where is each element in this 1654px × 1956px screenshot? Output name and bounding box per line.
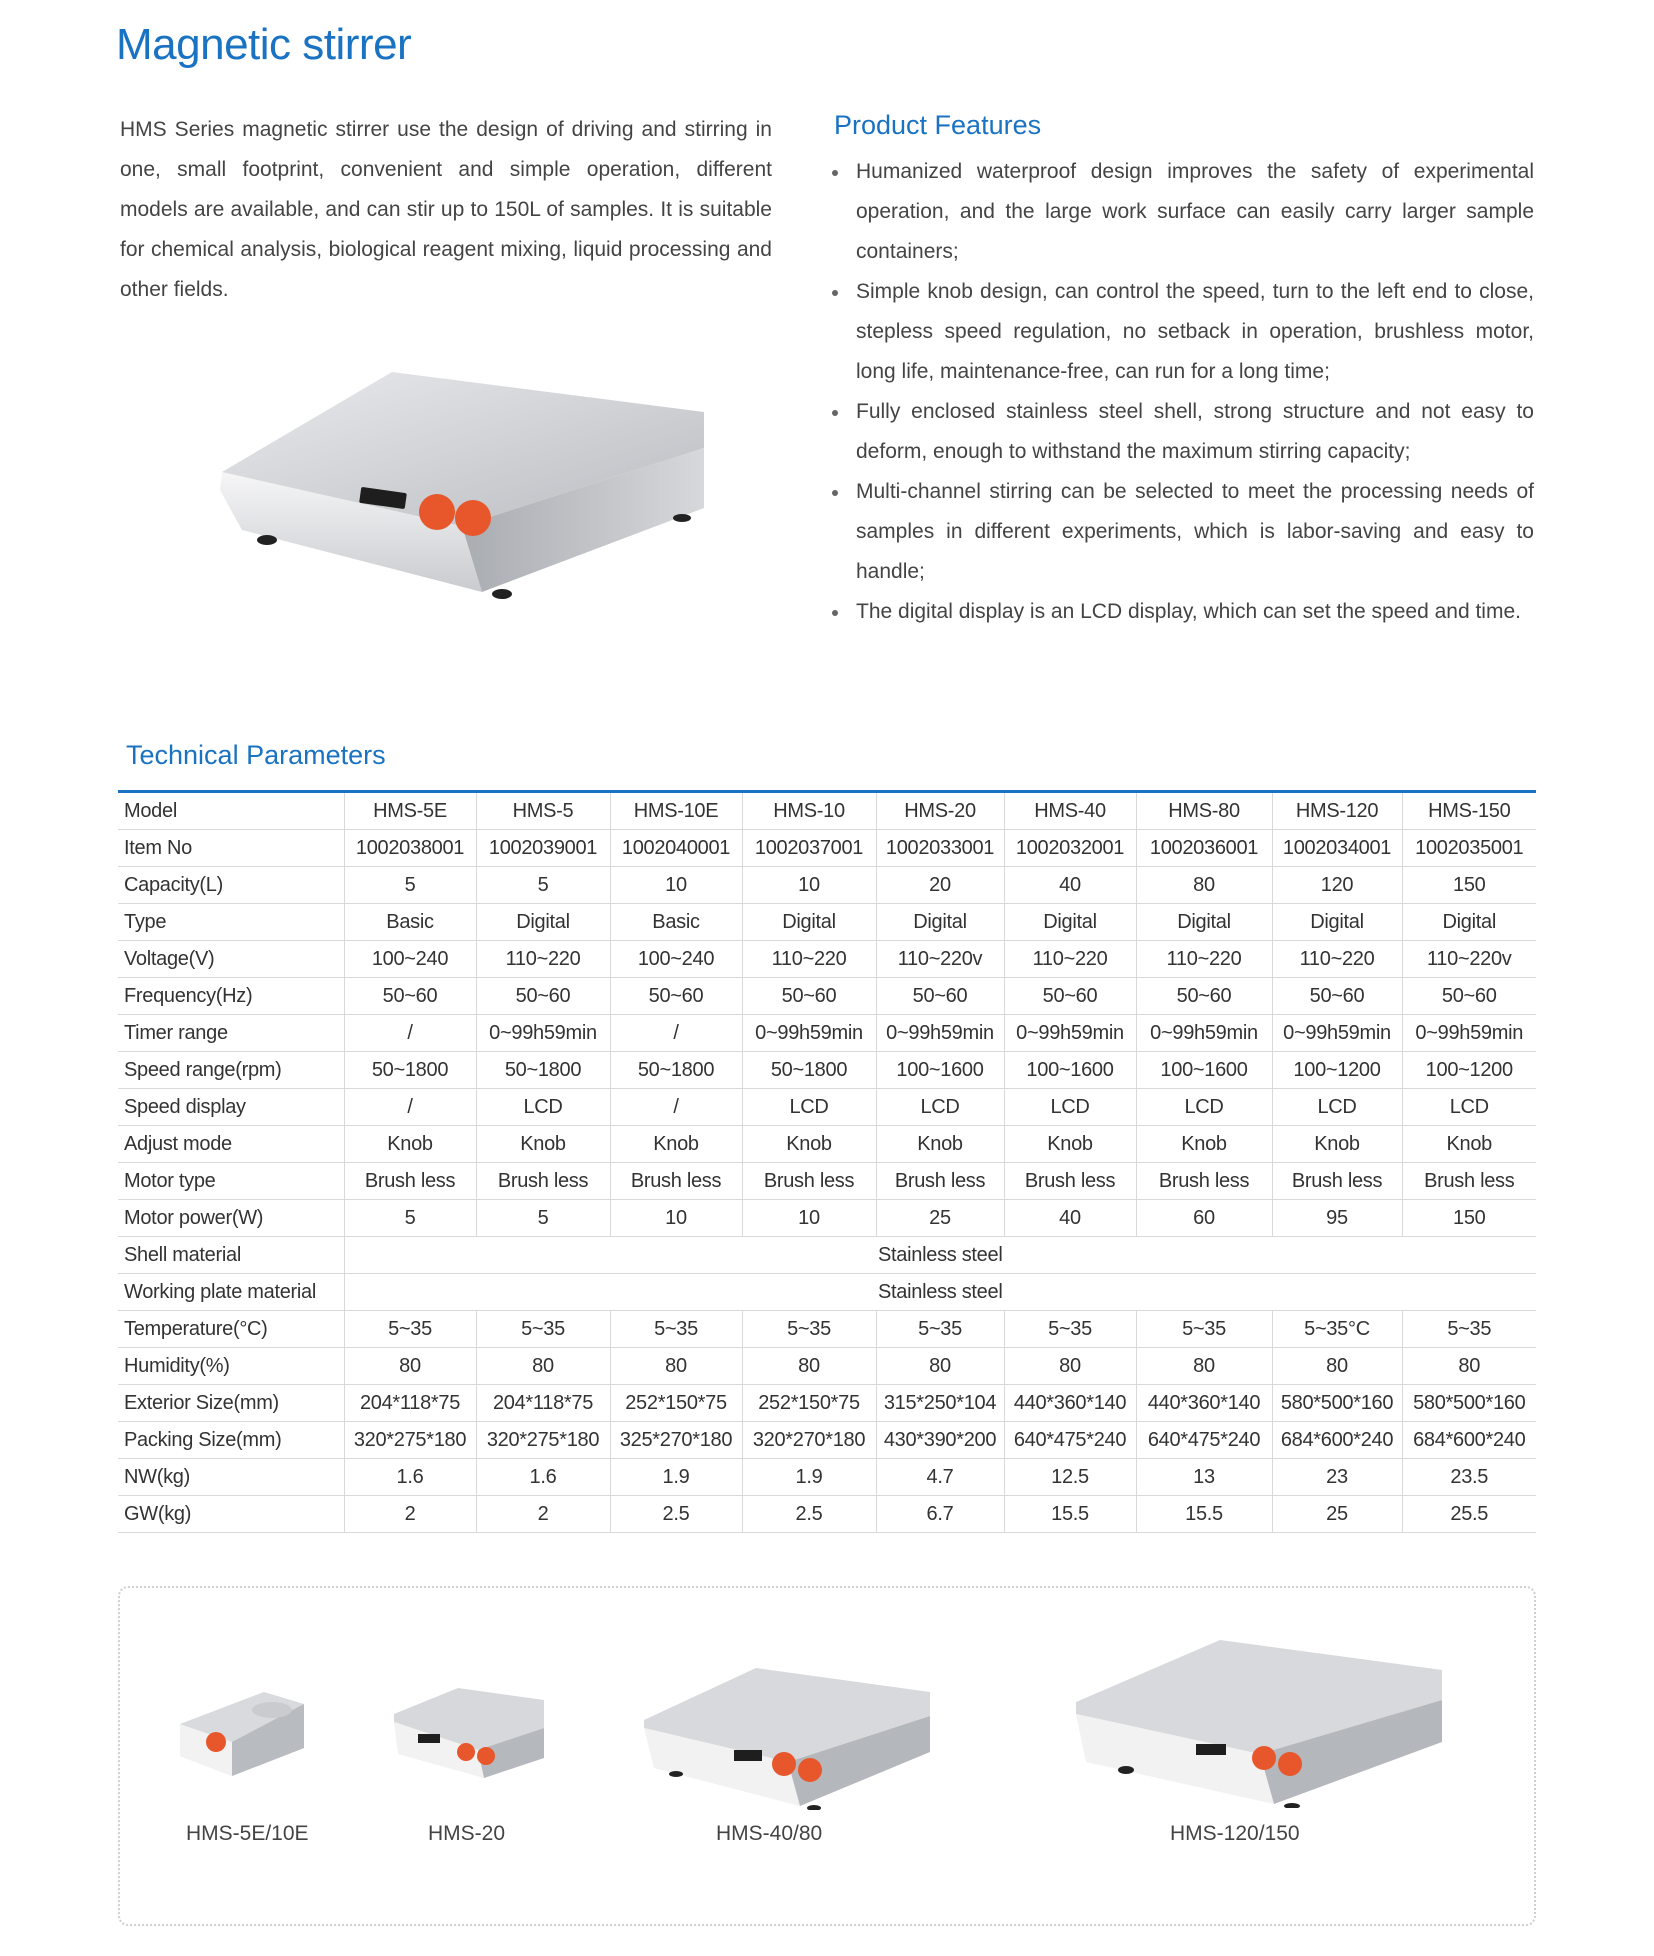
table-cell: 110~220 [1272, 941, 1402, 978]
table-row [118, 1348, 1536, 1385]
caption-hms-20: HMS-20 [428, 1822, 506, 1845]
table-cell: 684*600*240 [1272, 1422, 1402, 1459]
table-cell: 684*600*240 [1402, 1422, 1536, 1459]
table-cell: 50~60 [1004, 978, 1136, 1015]
table-row [118, 1311, 1536, 1348]
table-cell: 100~1600 [876, 1052, 1004, 1089]
table-cell: 50~60 [742, 978, 876, 1015]
row-label: Item No [118, 830, 344, 867]
table-cell: 150 [1402, 867, 1536, 904]
caption-hms-5e-10e: HMS-5E/10E [186, 1822, 309, 1845]
table-cell: 10 [610, 1200, 742, 1237]
table-cell: LCD [476, 1089, 610, 1126]
table-cell: HMS-80 [1136, 792, 1272, 830]
product-image-hms-20 [388, 1678, 548, 1782]
table-cell: 0~99h59min [1136, 1015, 1272, 1052]
table-cell: LCD [1272, 1089, 1402, 1126]
table-cell: 580*500*160 [1272, 1385, 1402, 1422]
table-cell: 50~1800 [610, 1052, 742, 1089]
row-label: Working plate material [118, 1274, 344, 1311]
table-cell: 5~35°C [1272, 1311, 1402, 1348]
row-label: NW(kg) [118, 1459, 344, 1496]
table-cell: HMS-150 [1402, 792, 1536, 830]
table-cell: Digital [1004, 904, 1136, 941]
table-cell: HMS-10E [610, 792, 742, 830]
table-cell: HMS-20 [876, 792, 1004, 830]
table-cell: Brush less [1272, 1163, 1402, 1200]
table-cell: 100~240 [610, 941, 742, 978]
product-image-hms-40-80 [638, 1660, 938, 1810]
table-cell: 110~220v [1402, 941, 1536, 978]
row-label: Exterior Size(mm) [118, 1385, 344, 1422]
table-cell: 150 [1402, 1200, 1536, 1237]
intro-paragraph: HMS Series magnetic stirrer use the design of driving and stirring in one, small footprint, convenient and simple operation, different models are available, and can stir up to 150L of samples. It is suitable for chemical analysis, biological reagent mixing, liquid processing and other fields. [120, 118, 772, 301]
table-cell: 2 [476, 1496, 610, 1533]
row-label: Voltage(V) [118, 941, 344, 978]
table-row [118, 1015, 1536, 1052]
table-cell: 80 [476, 1348, 610, 1385]
table-row [118, 792, 1536, 830]
table-row [118, 941, 1536, 978]
table-cell: HMS-5E [344, 792, 476, 830]
table-cell: 80 [742, 1348, 876, 1385]
product-image-hms-5e [172, 1676, 312, 1786]
table-cell: / [610, 1089, 742, 1126]
table-row [118, 1237, 1536, 1274]
table-cell: LCD [1402, 1089, 1536, 1126]
table-cell: 100~1600 [1004, 1052, 1136, 1089]
row-label: Speed range(rpm) [118, 1052, 344, 1089]
row-label: GW(kg) [118, 1496, 344, 1533]
table-cell: 1002032001 [1004, 830, 1136, 867]
product-image-hms-120-150 [1070, 1632, 1450, 1808]
table-cell: Digital [1402, 904, 1536, 941]
table-cell: Basic [344, 904, 476, 941]
table-cell: Digital [742, 904, 876, 941]
table-cell: Brush less [1402, 1163, 1536, 1200]
table-cell: 320*275*180 [476, 1422, 610, 1459]
table-cell: 5~35 [344, 1311, 476, 1348]
table-cell: 120 [1272, 867, 1402, 904]
row-label: Adjust mode [118, 1126, 344, 1163]
table-cell: 50~60 [1136, 978, 1272, 1015]
table-cell: 5~35 [1402, 1311, 1536, 1348]
table-cell: HMS-40 [1004, 792, 1136, 830]
table-cell: 80 [344, 1348, 476, 1385]
table-cell: 320*270*180 [742, 1422, 876, 1459]
table-row [118, 1126, 1536, 1163]
table-cell: 440*360*140 [1136, 1385, 1272, 1422]
table-cell: 23.5 [1402, 1459, 1536, 1496]
table-cell: 1002039001 [476, 830, 610, 867]
table-cell: 315*250*104 [876, 1385, 1004, 1422]
table-cell: 50~60 [476, 978, 610, 1015]
table-cell: 13 [1136, 1459, 1272, 1496]
caption-hms-40-80: HMS-40/80 [716, 1822, 823, 1845]
table-cell: 50~1800 [476, 1052, 610, 1089]
table-cell: 110~220v [876, 941, 1004, 978]
table-cell: 100~1200 [1272, 1052, 1402, 1089]
product-gallery [118, 1586, 1536, 1926]
table-row [118, 978, 1536, 1015]
table-cell: 5 [344, 867, 476, 904]
table-cell: 1002036001 [1136, 830, 1272, 867]
table-row [118, 1385, 1536, 1422]
table-cell: 1002037001 [742, 830, 876, 867]
table-cell: 100~1600 [1136, 1052, 1272, 1089]
table-cell: 50~60 [344, 978, 476, 1015]
row-label: Motor power(W) [118, 1200, 344, 1237]
table-cell: Brush less [344, 1163, 476, 1200]
features-title: Product Features [834, 110, 1042, 140]
table-cell: 1002040001 [610, 830, 742, 867]
table-cell: Brush less [876, 1163, 1004, 1200]
feature-item: Multi-channel stirring can be selected to meet the processing needs of samples in different experiments, which is labor-saving and easy to handle; [828, 472, 1534, 592]
table-cell: 2 [344, 1496, 476, 1533]
table-cell: 50~1800 [742, 1052, 876, 1089]
table-row [118, 904, 1536, 941]
table-cell: 0~99h59min [1402, 1015, 1536, 1052]
table-cell: 0~99h59min [476, 1015, 610, 1052]
table-cell: 80 [1136, 867, 1272, 904]
table-row [118, 830, 1536, 867]
table-cell: Digital [1136, 904, 1272, 941]
table-cell: 15.5 [1004, 1496, 1136, 1533]
row-label: Packing Size(mm) [118, 1422, 344, 1459]
table-cell: Digital [1272, 904, 1402, 941]
table-cell: Knob [476, 1126, 610, 1163]
table-row [118, 1163, 1536, 1200]
table-cell: 5~35 [1136, 1311, 1272, 1348]
table-cell: LCD [1136, 1089, 1272, 1126]
table-cell: 1002033001 [876, 830, 1004, 867]
table-cell: Brush less [476, 1163, 610, 1200]
table-row [118, 1274, 1536, 1311]
table-cell: 252*150*75 [610, 1385, 742, 1422]
table-cell: 40 [1004, 867, 1136, 904]
table-cell: Knob [1402, 1126, 1536, 1163]
table-cell: 25 [876, 1200, 1004, 1237]
table-row [118, 867, 1536, 904]
table-cell: 40 [1004, 1200, 1136, 1237]
table-row [118, 1200, 1536, 1237]
table-cell: 110~220 [742, 941, 876, 978]
table-cell: HMS-10 [742, 792, 876, 830]
table-cell: 60 [1136, 1200, 1272, 1237]
table-cell: 25 [1272, 1496, 1402, 1533]
table-cell: 80 [1402, 1348, 1536, 1385]
table-cell: 430*390*200 [876, 1422, 1004, 1459]
table-row [118, 1496, 1536, 1533]
table-cell: Knob [1004, 1126, 1136, 1163]
table-cell: Knob [1136, 1126, 1272, 1163]
table-cell: Brush less [610, 1163, 742, 1200]
table-cell: 80 [610, 1348, 742, 1385]
row-label: Frequency(Hz) [118, 978, 344, 1015]
table-cell: / [610, 1015, 742, 1052]
table-cell: 15.5 [1136, 1496, 1272, 1533]
page-title: Magnetic stirrer [116, 20, 412, 69]
table-cell: 5~35 [476, 1311, 610, 1348]
features-list [828, 152, 1534, 632]
table-row [118, 1089, 1536, 1126]
feature-item: The digital display is an LCD display, which can set the speed and time. [828, 592, 1534, 632]
table-cell: 1002034001 [1272, 830, 1402, 867]
table-cell: 110~220 [1004, 941, 1136, 978]
table-row [118, 1459, 1536, 1496]
table-cell: 25.5 [1402, 1496, 1536, 1533]
row-label: Shell material [118, 1237, 344, 1274]
table-cell: 320*275*180 [344, 1422, 476, 1459]
table-cell: 10 [610, 867, 742, 904]
table-cell: 2.5 [742, 1496, 876, 1533]
table-cell: 50~1800 [344, 1052, 476, 1089]
table-cell: Knob [876, 1126, 1004, 1163]
table-cell: Knob [1272, 1126, 1402, 1163]
table-cell: 1.6 [344, 1459, 476, 1496]
table-cell: 1002035001 [1402, 830, 1536, 867]
table-cell: Brush less [1136, 1163, 1272, 1200]
table-cell: 95 [1272, 1200, 1402, 1237]
table-cell: Digital [876, 904, 1004, 941]
table-cell: 4.7 [876, 1459, 1004, 1496]
table-cell: 23 [1272, 1459, 1402, 1496]
feature-item: Humanized waterproof design improves the safety of experimental operation, and the large work surface can easily carry larger sample containers; [828, 152, 1534, 272]
table-cell: Brush less [742, 1163, 876, 1200]
table-cell: 5~35 [876, 1311, 1004, 1348]
table-cell: 50~60 [876, 978, 1004, 1015]
row-label: Temperature(°C) [118, 1311, 344, 1348]
table-cell: LCD [876, 1089, 1004, 1126]
row-label: Timer range [118, 1015, 344, 1052]
table-cell: 80 [1272, 1348, 1402, 1385]
table-cell: 20 [876, 867, 1004, 904]
table-cell: 5 [476, 867, 610, 904]
row-label: Speed display [118, 1089, 344, 1126]
table-cell: 5 [344, 1200, 476, 1237]
table-cell: 0~99h59min [1272, 1015, 1402, 1052]
table-cell: 204*118*75 [344, 1385, 476, 1422]
table-cell: 80 [1136, 1348, 1272, 1385]
table-cell: 580*500*160 [1402, 1385, 1536, 1422]
table-cell: 0~99h59min [742, 1015, 876, 1052]
table-cell: 325*270*180 [610, 1422, 742, 1459]
table-cell: 100~1200 [1402, 1052, 1536, 1089]
row-label: Motor type [118, 1163, 344, 1200]
table-cell: / [344, 1089, 476, 1126]
table-cell: 0~99h59min [876, 1015, 1004, 1052]
row-label: Model [118, 792, 344, 830]
table-cell: 2.5 [610, 1496, 742, 1533]
table-cell: 1002038001 [344, 830, 476, 867]
table-cell: 100~240 [344, 941, 476, 978]
table-cell: / [344, 1015, 476, 1052]
table-cell: 50~60 [1402, 978, 1536, 1015]
table-row [118, 1422, 1536, 1459]
table-cell: Knob [742, 1126, 876, 1163]
table-cell: 110~220 [1136, 941, 1272, 978]
table-cell: 1.9 [742, 1459, 876, 1496]
table-cell: 1.9 [610, 1459, 742, 1496]
params-title: Technical Parameters [126, 740, 386, 770]
caption-hms-120-150: HMS-120/150 [1170, 1822, 1300, 1845]
table-cell: 5~35 [742, 1311, 876, 1348]
table-cell: 50~60 [1272, 978, 1402, 1015]
table-cell: 110~220 [476, 941, 610, 978]
table-cell: Basic [610, 904, 742, 941]
table-cell: 12.5 [1004, 1459, 1136, 1496]
table-cell: 5 [476, 1200, 610, 1237]
table-cell: Digital [476, 904, 610, 941]
table-cell: LCD [742, 1089, 876, 1126]
table-cell: 640*475*240 [1136, 1422, 1272, 1459]
table-row [118, 1052, 1536, 1089]
table-cell: LCD [1004, 1089, 1136, 1126]
table-cell: 252*150*75 [742, 1385, 876, 1422]
table-cell: 5~35 [610, 1311, 742, 1348]
row-label: Humidity(%) [118, 1348, 344, 1385]
specs-table [118, 790, 1536, 1533]
table-cell: 6.7 [876, 1496, 1004, 1533]
table-cell: 80 [876, 1348, 1004, 1385]
table-cell: 0~99h59min [1004, 1015, 1136, 1052]
table-cell: 10 [742, 867, 876, 904]
table-cell: 10 [742, 1200, 876, 1237]
table-cell: HMS-120 [1272, 792, 1402, 830]
row-label: Capacity(L) [118, 867, 344, 904]
table-cell: Stainless steel [344, 1237, 1536, 1274]
feature-item: Simple knob design, can control the speed, turn to the left end to close, stepless speed regulation, no setback in operation, brushless motor, long life, maintenance-free, can run for a long time; [828, 272, 1534, 392]
table-cell: 204*118*75 [476, 1385, 610, 1422]
table-cell: 50~60 [610, 978, 742, 1015]
table-cell: Stainless steel [344, 1274, 1536, 1311]
table-cell: 5~35 [1004, 1311, 1136, 1348]
hero-product-image [212, 360, 712, 610]
table-cell: 1.6 [476, 1459, 610, 1496]
table-cell: Knob [610, 1126, 742, 1163]
feature-item: Fully enclosed stainless steel shell, strong structure and not easy to deform, enough to withstand the maximum stirring capacity; [828, 392, 1534, 472]
table-cell: Brush less [1004, 1163, 1136, 1200]
table-cell: 80 [1004, 1348, 1136, 1385]
table-cell: Knob [344, 1126, 476, 1163]
row-label: Type [118, 904, 344, 941]
table-cell: HMS-5 [476, 792, 610, 830]
table-cell: 440*360*140 [1004, 1385, 1136, 1422]
table-cell: 640*475*240 [1004, 1422, 1136, 1459]
